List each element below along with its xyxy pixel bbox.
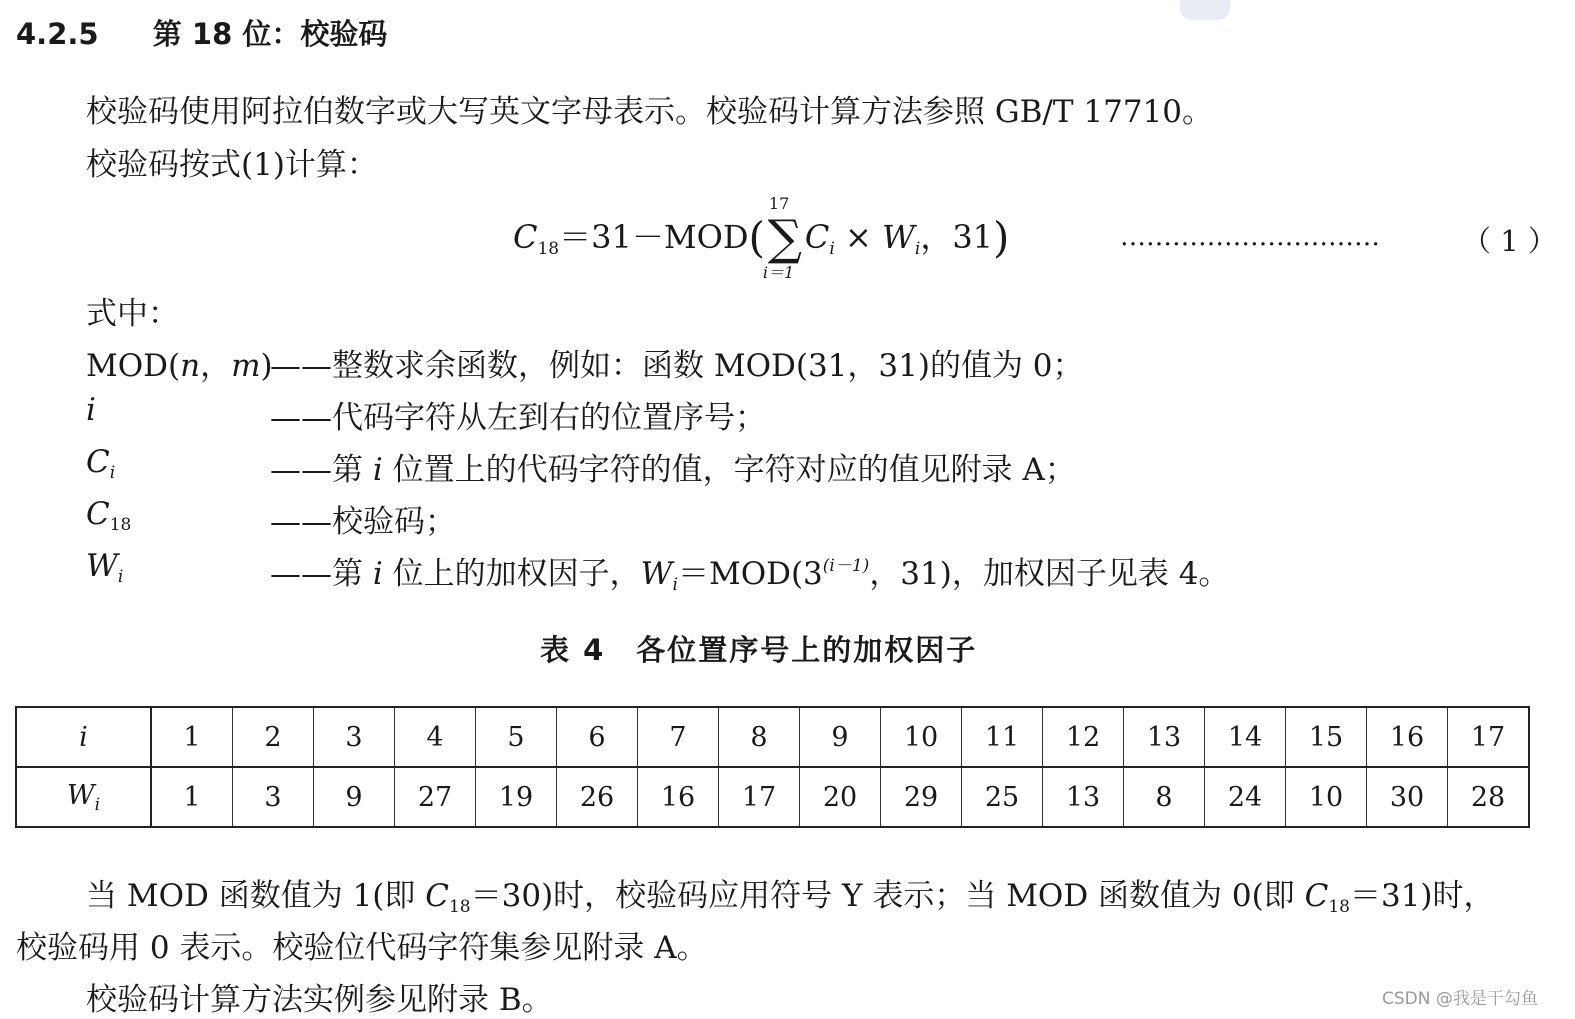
sum-lower-limit: i＝1 xyxy=(762,263,795,282)
formula-times: × xyxy=(845,218,872,256)
table-cell-weight: 8 xyxy=(1124,767,1205,827)
formula-lhs-sub: 18 xyxy=(537,239,560,259)
table-cell-position: 8 xyxy=(719,707,800,767)
table-cell-weight: 30 xyxy=(1367,767,1448,827)
def-text-ci: ——第 i 位置上的代码字符的值，字符对应的值见附录 A； xyxy=(270,452,1076,488)
table-cell-position: 9 xyxy=(800,707,881,767)
table-cell-position: 5 xyxy=(476,707,557,767)
formula-1: $C_{18}=31-MOD$( 17 ∑ i＝1 $C_i \times W_i$，31) xyxy=(513,194,1010,282)
table-cell-position: 10 xyxy=(881,707,962,767)
table-cell-position: 16 xyxy=(1367,707,1448,767)
intro-paragraph-2: 校验码按式(1)计算： xyxy=(86,147,378,183)
formula-term1-var: C xyxy=(804,218,830,256)
intro-paragraph-1: 校验码使用阿拉伯数字或大写英文字母表示。校验码计算方法参照 GB/T 17710。 xyxy=(86,94,1213,130)
table-cell-position: 4 xyxy=(395,707,476,767)
closing-paragraph-2: 校验码计算方法实例参见附录 B。 xyxy=(86,982,553,1018)
def-text-i: ——代码字符从左到右的位置序号； xyxy=(270,400,766,436)
table-cell-position: 6 xyxy=(557,707,638,767)
table-cell-position: 13 xyxy=(1124,707,1205,767)
table-cell-weight: 17 xyxy=(719,767,800,827)
table-cell-position: 7 xyxy=(638,707,719,767)
closing-paragraph-1: 当 MOD 函数值为 1(即 $C_{18}=30$)时，校验码应用符号 Y 表示；当 MOD 函数值为 0(即 $C_{18}=31$)时， xyxy=(86,878,1495,917)
section-heading xyxy=(16,12,387,53)
def-text-wi: ——第 i 位上的加权因子，$W_i=MOD(3^{(i-1)}$，31)，加权因子见表 4。 xyxy=(270,556,1230,595)
formula-leader-dots: ………………………… xyxy=(1120,222,1380,252)
formula-term2-sub: i xyxy=(914,239,921,259)
formula-term1-sub: i xyxy=(829,239,835,259)
table-cell-position: 2 xyxy=(233,707,314,767)
logo-fragment xyxy=(1180,0,1230,20)
table-cell-weight: 29 xyxy=(881,767,962,827)
table-cell-weight: 24 xyxy=(1205,767,1286,827)
weights-table xyxy=(15,706,1530,828)
formula-eq: ＝31－MOD xyxy=(559,218,749,256)
def-term-mod: MOD(n，m) xyxy=(86,348,273,384)
table-cell-weight: 16 xyxy=(638,767,719,827)
table-cell-weight: 19 xyxy=(476,767,557,827)
table-cell-weight: 28 xyxy=(1448,767,1530,827)
table-cell-weight: 1 xyxy=(151,767,233,827)
table-cell-position: 15 xyxy=(1286,707,1367,767)
sum-symbol: ∑ xyxy=(767,210,803,266)
table-cell-position: 1 xyxy=(151,707,233,767)
def-term-i: i xyxy=(86,392,96,428)
sum-upper-limit: 17 xyxy=(768,194,790,213)
def-term-c18: $C_{18}$ xyxy=(86,496,132,535)
section-title: 第 18 位：校验码 xyxy=(152,17,388,51)
table-cell-position: 14 xyxy=(1205,707,1286,767)
table-caption: 表 4 各位置序号上的加权因子 xyxy=(540,633,978,667)
table-cell-weight: 3 xyxy=(233,767,314,827)
where-label: 式中： xyxy=(86,296,179,332)
formula-lhs-var: C xyxy=(513,218,538,256)
table-cell-weight: 27 xyxy=(395,767,476,827)
table-cell-position: 3 xyxy=(314,707,395,767)
def-text-c18: ——校验码； xyxy=(270,504,456,540)
table-cell-position: 11 xyxy=(962,707,1043,767)
def-term-ci: $C_i$ xyxy=(86,444,116,483)
table-cell-position: 17 xyxy=(1448,707,1530,767)
closing-paragraph-1-cont: 校验码用 0 表示。校验位代码字符集参见附录 A。 xyxy=(16,930,708,966)
table-cell-weight: 13 xyxy=(1043,767,1124,827)
table-cell-weight: 25 xyxy=(962,767,1043,827)
table-row-weights xyxy=(16,767,1529,827)
table-cell-weight: 20 xyxy=(800,767,881,827)
watermark: CSDN @我是干勾鱼 xyxy=(1382,989,1538,1009)
table-head-wi: $W_i$ xyxy=(16,767,151,827)
formula-number: （ 1 ） xyxy=(1462,224,1557,258)
table-cell-position: 12 xyxy=(1043,707,1124,767)
formula-tail: ，31 xyxy=(920,218,994,256)
formula-term2-var: W xyxy=(881,218,915,256)
def-text-mod: ——整数求余函数，例如：函数 MOD(31，31)的值为 0； xyxy=(270,348,1084,384)
table-row-positions xyxy=(16,707,1529,767)
section-number: 4.2.5 xyxy=(16,17,99,51)
table-cell-weight: 9 xyxy=(314,767,395,827)
table-cell-weight: 10 xyxy=(1286,767,1367,827)
table-cell-weight: 26 xyxy=(557,767,638,827)
def-term-wi: $W_i$ xyxy=(86,548,124,587)
table-head-i: i xyxy=(16,707,151,767)
